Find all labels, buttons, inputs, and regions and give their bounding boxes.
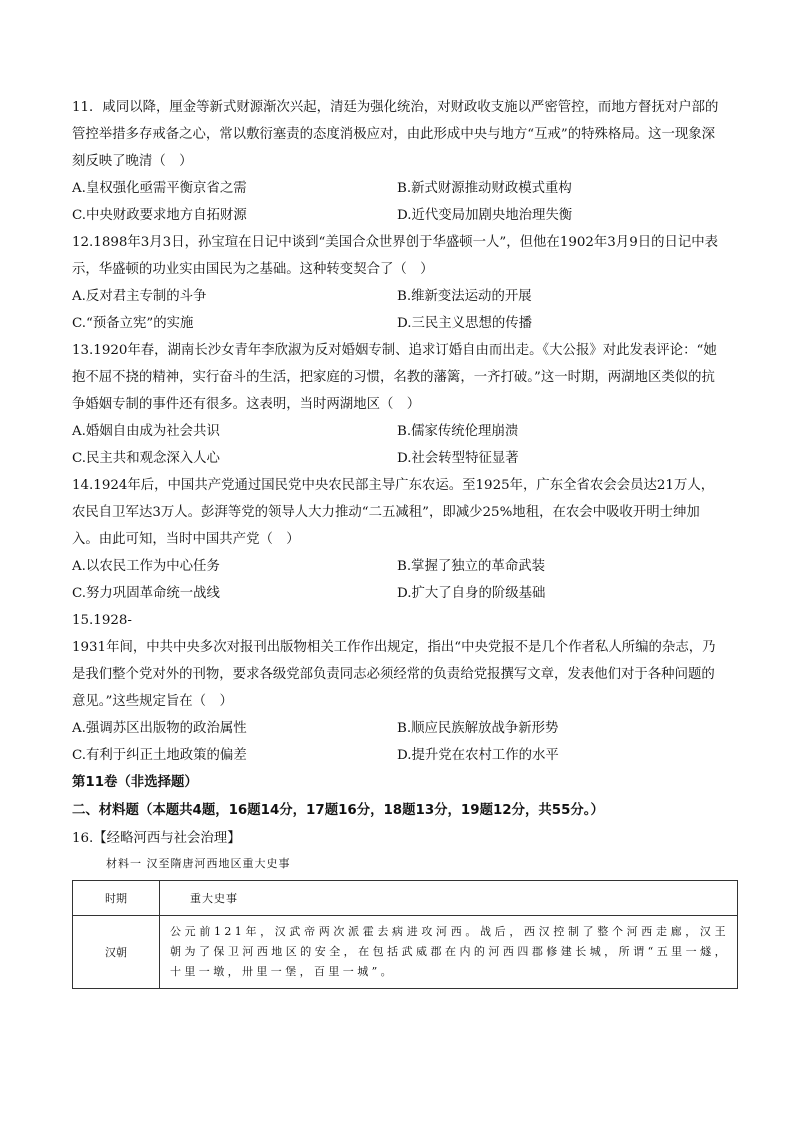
page-content [72, 94, 729, 989]
material-table [72, 880, 738, 989]
option-a: A.婚姻自由成为社会共识 [72, 424, 220, 439]
options [72, 175, 722, 229]
option-a: A.皇权强化亟需平衡京省之需 [72, 181, 247, 196]
question-stem: 13.1920年春，湖南长沙女青年李欣淑为反对婚姻专制、追求订婚自由而出走。《大公报》对此发表评论：“她抱不屈不挠的精神，实行奋斗的生活，把家庭的习惯，名教的藩篱，一齐打破。”这一时期，两湖地区类似的抗争婚姻专制的事件还有很多。这表明，当时两湖地区（ ） [72, 343, 717, 412]
option-c: C.“预备立宪”的实施 [72, 316, 194, 331]
options [72, 553, 722, 607]
options [72, 715, 722, 769]
option-b: B.掌握了独立的革命武装 [397, 559, 546, 574]
table-header-period: 时期 [73, 881, 160, 916]
table-header-row [73, 881, 738, 916]
table-cell-period: 汉朝 [73, 916, 160, 989]
option-d: D.社会转型特征显著 [397, 451, 519, 466]
table-cell-event: 公元前121年，汉武帝两次派霍去病进攻河西。战后，西汉控制了整个河西走廊，汉王朝为了保卫河西地区的安全，在包括武威郡在内的河西四郡修建长城，所谓“五里一燧，十里一墩，卅里一堡，百里一城”。 [160, 916, 738, 989]
question-15 [72, 607, 722, 769]
question-14 [72, 472, 722, 607]
option-c: C.中央财政要求地方自拓财源 [72, 208, 247, 223]
options [72, 418, 722, 472]
option-d: D.提升党在农村工作的水平 [397, 748, 559, 763]
option-b: B.新式财源推动财政模式重构 [397, 181, 572, 196]
option-d: D.近代变局加剧央地治理失衡 [397, 208, 573, 223]
option-c: C.民主共和观念深入人心 [72, 451, 220, 466]
table-row [73, 916, 738, 989]
table-header-event: 重大史事 [160, 881, 738, 916]
option-c: C.有利于纠正土地政策的偏差 [72, 748, 247, 763]
option-a: A.反对君主专制的斗争 [72, 289, 207, 304]
question-13 [72, 337, 722, 472]
section-two-heading: 二、材料题（本题共4题，16题14分，17题16分，18题13分，19题12分，共55分。） [72, 803, 604, 818]
option-d: D.三民主义思想的传播 [397, 316, 533, 331]
option-b: B.儒家传统伦理崩溃 [397, 424, 519, 439]
question-11 [72, 94, 722, 229]
option-b: B.顺应民族解放战争新形势 [397, 721, 559, 736]
question-stem: 12.1898年3月3日，孙宝瑄在日记中谈到“美国合众世界创于华盛顿一人”，但他在1902年3月9日的日记中表示，华盛顿的功业实由国民为之基础。这种转变契合了（ ） [72, 235, 719, 277]
option-a: A.以农民工作为中心任务 [72, 559, 220, 574]
option-a: A.强调苏区出版物的政治属性 [72, 721, 247, 736]
option-c: C.努力巩固革命统一战线 [72, 586, 220, 601]
question-stem-first-line: 15.1928- [72, 613, 132, 628]
question-12 [72, 229, 722, 337]
question-stem: 11．咸同以降，厘金等新式财源渐次兴起，清廷为强化统治，对财政收支施以严密管控，而地方督抚对户部的管控举措多存戒备之心，常以敷衍塞责的态度消极应对，由此形成中央与地方“互戒”的特殊格局。这一现象深刻反映了晚清（ ） [72, 100, 719, 169]
question-stem: 14.1924年后，中国共产党通过国民党中央农民部主导广东农运。至1925年，广东全省农会会员达21万人，农民自卫军达3万人。彭湃等党的领导人大力推动“二五减租”，即减少25%地租，在农会中吸收开明士绅加入。由此可知，当时中国共产党（ ） [72, 478, 715, 547]
option-b: B.维新变法运动的开展 [397, 289, 532, 304]
options [72, 283, 722, 337]
option-d: D.扩大了自身的阶级基础 [397, 586, 546, 601]
material-title: 材料一 汉至隋唐河西地区重大史事 [106, 857, 291, 870]
question-16-title: 16.【经略河西与社会治理】 [72, 831, 241, 846]
section-volume-heading: 第11卷（非选择题） [72, 775, 198, 790]
question-stem: 1931年间，中共中央多次对报刊出版物相关工作作出规定，指出“中央党报不是几个作者私人所编的杂志，乃是我们整个党对外的刊物，要求各级党部负责同志必须经常的负责给党报撰写文章，发表他们对于各种问题的意见。”这些规定旨在（ ） [72, 640, 716, 709]
